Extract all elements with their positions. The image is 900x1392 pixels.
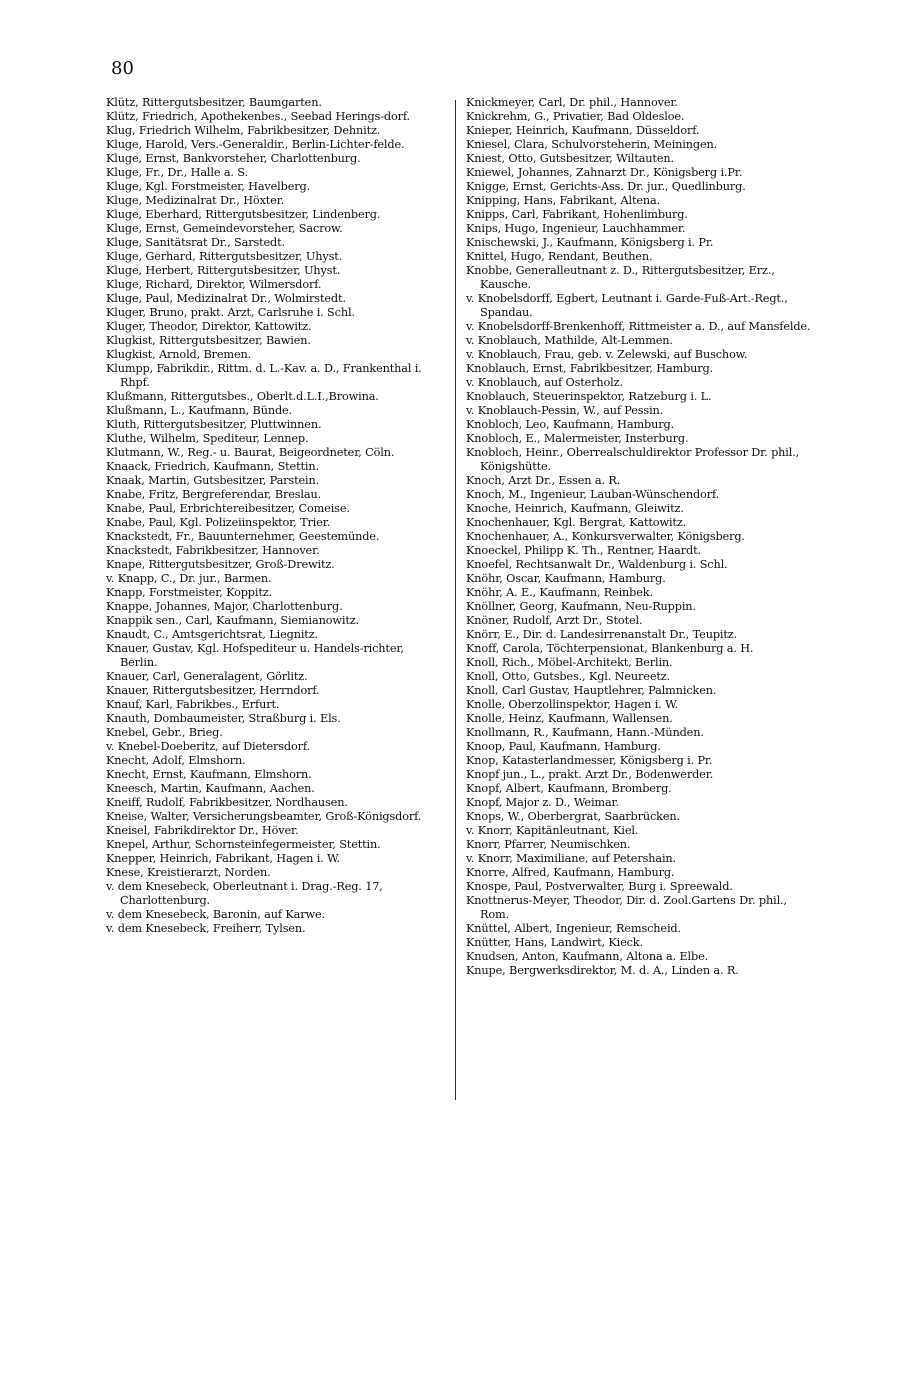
directory-entry: Knabe, Paul, Kgl. Polizeiinspektor, Trier. [106,516,331,529]
left-column [106,96,444,936]
directory-entry: Kniewel, Johannes, Zahnarzt Dr., Königsberg i.Pr. [466,166,743,179]
directory-entry: Knörr, E., Dir. d. Landesirrenanstalt Dr., Teupitz. [466,628,738,641]
directory-entry: Knoll, Otto, Gutsbes., Kgl. Neureetz. [466,670,670,683]
directory-entry: v. Knoblauch, Frau, geb. v. Zelewski, auf Buschow. [466,348,748,361]
directory-entry: v. Knapp, C., Dr. jur., Barmen. [106,572,272,585]
directory-entry: Knopf, Albert, Kaufmann, Bromberg. [466,782,672,795]
directory-entry: Kluge, Paul, Medizinalrat Dr., Wolmirstedt. [106,292,346,305]
directory-entry: v. Knoblauch-Pessin, W., auf Pessin. [466,404,664,417]
directory-entry: Klugkist, Arnold, Bremen. [106,348,252,361]
directory-entry: Knöllner, Georg, Kaufmann, Neu-Ruppin. [466,600,696,613]
directory-entry: Knupe, Bergwerksdirektor, M. d. A., Linden a. R. [466,964,739,977]
directory-entry: Knese, Kreistierarzt, Norden. [106,866,271,879]
directory-entry: Knecht, Adolf, Elmshorn. [106,754,246,767]
directory-entry: Kluge, Fr., Dr., Halle a. S. [106,166,248,179]
directory-entry: Knorre, Alfred, Kaufmann, Hamburg. [466,866,675,879]
directory-entry: Knoll, Rich., Möbel-Architekt, Berlin. [466,656,673,669]
directory-entry: Klumpp, Fabrikdir., Rittm. d. L.-Kav. a. D., Frankenthal i. Rhpf. [106,362,422,389]
directory-entry: v. Knoblauch, Mathilde, Alt-Lemmen. [466,334,673,347]
directory-entry: Knobloch, Heinr., Oberrealschuldirektor Professor Dr. phil., Königshütte. [466,446,800,473]
directory-entry: Kluge, Gerhard, Rittergutsbesitzer, Uhyst. [106,250,343,263]
directory-entry: Knappik sen., Carl, Kaufmann, Siemianowitz. [106,614,359,627]
directory-entry: Kneiff, Rudolf, Fabrikbesitzer, Nordhausen. [106,796,348,809]
directory-entry: Knochenhauer, A., Konkursverwalter, Königsberg. [466,530,745,543]
directory-entry: Klutmann, W., Reg.- u. Baurat, Beigeordneter, Cöln. [106,446,395,459]
directory-entry: v. dem Knesebeck, Baronin, auf Karwe. [106,908,325,921]
directory-entry: Knabe, Fritz, Bergreferendar, Breslau. [106,488,322,501]
directory-entry: Knipps, Carl, Fabrikant, Hohenlimburg. [466,208,688,221]
directory-entry: Knoche, Heinrich, Kaufmann, Gleiwitz. [466,502,684,515]
directory-entry: Knottnerus-Meyer, Theodor, Dir. d. Zool.Gartens Dr. phil., Rom. [466,894,787,921]
directory-entry: Klütz, Rittergutsbesitzer, Baumgarten. [106,96,322,109]
directory-entry: Knecht, Ernst, Kaufmann, Elmshorn. [106,768,312,781]
directory-entry: Kluge, Kgl. Forstmeister, Havelberg. [106,180,311,193]
directory-entry: v. Knobelsdorff, Egbert, Leutnant i. Garde-Fuß-Art.-Regt., Spandau. [466,292,788,319]
directory-entry: Knappe, Johannes, Major, Charlottenburg. [106,600,343,613]
directory-entry: Knorr, Pfarrer, Neumischken. [466,838,631,851]
directory-entry: Knobbe, Generalleutnant z. D., Rittergutsbesitzer, Erz., Kausche. [466,264,775,291]
directory-entry: Knackstedt, Fabrikbesitzer, Hannover. [106,544,320,557]
directory-entry: Knipping, Hans, Fabrikant, Altena. [466,194,661,207]
right-column [466,96,811,978]
directory-entry: Klütz, Friedrich, Apothekenbes., Seebad Herings-dorf. [106,110,410,123]
directory-entry: Knüttel, Albert, Ingenieur, Remscheid. [466,922,681,935]
directory-entry: v. dem Knesebeck, Freiherr, Tylsen. [106,922,306,935]
directory-entry: Knütter, Hans, Landwirt, Kieck. [466,936,643,949]
directory-entry: Knudsen, Anton, Kaufmann, Altona a. Elbe. [466,950,709,963]
directory-entry: Knoch, M., Ingenieur, Lauban-Wünschendorf. [466,488,720,501]
directory-entry: Knopf, Major z. D., Weimar. [466,796,620,809]
directory-entry: Knauer, Rittergutsbesitzer, Herrndorf. [106,684,320,697]
directory-entry: Knolle, Oberzollinspektor, Hagen i. W. [466,698,678,711]
directory-entry: Knospe, Paul, Postverwalter, Burg i. Spreewald. [466,880,733,893]
directory-entry: Knaack, Friedrich, Kaufmann, Stettin. [106,460,319,473]
directory-entry: Kneise, Walter, Versicherungsbeamter, Groß-Königsdorf. [106,810,422,823]
directory-entry: Knepel, Arthur, Schornsteinfegermeister, Stettin. [106,838,381,851]
page-number: 80 [111,58,134,79]
directory-entry: Kluge, Herbert, Rittergutsbesitzer, Uhyst. [106,264,341,277]
directory-entry: Kluge, Medizinalrat Dr., Höxter. [106,194,285,207]
directory-entry: Knischewski, J., Kaufmann, Königsberg i. Pr. [466,236,714,249]
directory-entry: Knepper, Heinrich, Fabrikant, Hagen i. W. [106,852,340,865]
directory-entry: Knopf jun., L., prakt. Arzt Dr., Bodenwerder. [466,768,714,781]
directory-entry: Knapp, Forstmeister, Koppitz. [106,586,272,599]
directory-entry: v. Knobelsdorff-Brenkenhoff, Rittmeister a. D., auf Mansfelde. [466,320,811,333]
directory-entry: Knobloch, Leo, Kaufmann, Hamburg. [466,418,675,431]
directory-entry: Kneisel, Fabrikdirektor Dr., Höver. [106,824,299,837]
directory-entry: Knoblauch, Ernst, Fabrikbesitzer, Hamburg. [466,362,714,375]
directory-entry: Knigge, Ernst, Gerichts-Ass. Dr. jur., Quedlinburg. [466,180,746,193]
directory-entry: Knolle, Heinz, Kaufmann, Wallensen. [466,712,673,725]
directory-entry: Knoop, Paul, Kaufmann, Hamburg. [466,740,661,753]
directory-entry: Knaudt, C., Amtsgerichtsrat, Liegnitz. [106,628,318,641]
directory-entry: Knoch, Arzt Dr., Essen a. R. [466,474,621,487]
directory-entry: v. Knoblauch, auf Osterholz. [466,376,623,389]
directory-entry: Kluthe, Wilhelm, Spediteur, Lennep. [106,432,309,445]
directory-entry: Knape, Rittergutsbesitzer, Groß-Drewitz. [106,558,335,571]
directory-entry: Kluge, Sanitätsrat Dr., Sarstedt. [106,236,285,249]
directory-entry: v. Knebel-Doeberitz, auf Dietersdorf. [106,740,310,753]
directory-entry: Kluge, Richard, Direktor, Wilmersdorf. [106,278,322,291]
directory-entry: Klußmann, L., Kaufmann, Bünde. [106,404,293,417]
directory-entry: Kluge, Harold, Vers.-Generaldir., Berlin-Lichter-felde. [106,138,405,151]
directory-entry: Knobloch, E., Malermeister, Insterburg. [466,432,689,445]
directory-entry: Knauf, Karl, Fabrikbes., Erfurt. [106,698,280,711]
directory-entry: Knickrehm, G., Privatier, Bad Oldesloe. [466,110,685,123]
directory-entry: Knops, W., Oberbergrat, Saarbrücken. [466,810,680,823]
directory-entry: Kneesch, Martin, Kaufmann, Aachen. [106,782,315,795]
directory-entry: Knoefel, Rechtsanwalt Dr., Waldenburg i. Schl. [466,558,728,571]
directory-entry: Knips, Hugo, Ingenieur, Lauchhammer. [466,222,686,235]
directory-entry: Kluger, Theodor, Direktor, Kattowitz. [106,320,312,333]
directory-entry: Knochenhauer, Kgl. Bergrat, Kattowitz. [466,516,687,529]
directory-entry: Knoll, Carl Gustav, Hauptlehrer, Palmnicken. [466,684,717,697]
directory-entry: Knoff, Carola, Töchterpensionat, Blankenburg a. H. [466,642,754,655]
column-divider [455,100,456,1100]
directory-entry: Knauth, Dombaumeister, Straßburg i. Els. [106,712,341,725]
directory-entry: Knollmann, R., Kaufmann, Hann.-Münden. [466,726,704,739]
directory-entry: Knöner, Rudolf, Arzt Dr., Stotel. [466,614,643,627]
directory-entry: Kluger, Bruno, prakt. Arzt, Carlsruhe i. Schl. [106,306,355,319]
directory-entry: Knebel, Gebr., Brieg. [106,726,223,739]
directory-entry: Knieper, Heinrich, Kaufmann, Düsseldorf. [466,124,700,137]
directory-entry: Kluge, Ernst, Bankvorsteher, Charlottenburg. [106,152,361,165]
directory-entry: Klug, Friedrich Wilhelm, Fabrikbesitzer, Dehnitz. [106,124,381,137]
directory-entry: v. Knorr, Maximiliane, auf Petershain. [466,852,676,865]
directory-entry: Knöhr, A. E., Kaufmann, Reinbek. [466,586,653,599]
directory-entry: Knackstedt, Fr., Bauunternehmer, Geestemünde. [106,530,380,543]
directory-entry: Knauer, Gustav, Kgl. Hofspediteur u. Handels-richter, Berlin. [106,642,404,669]
directory-entry: Knauer, Carl, Generalagent, Görlitz. [106,670,308,683]
directory-entry: Knabe, Paul, Erbrichtereibesitzer, Comeise. [106,502,350,515]
directory-entry: v. dem Knesebeck, Oberleutnant i. Drag.-Reg. 17, Charlottenburg. [106,880,383,907]
directory-entry: Klugkist, Rittergutsbesitzer, Bawien. [106,334,311,347]
directory-entry: Knoeckel, Philipp K. Th., Rentner, Haardt. [466,544,701,557]
directory-entry: Knickmeyer, Carl, Dr. phil., Hannover. [466,96,678,109]
directory-entry: Kniesel, Clara, Schulvorsteherin, Meiningen. [466,138,718,151]
directory-entry: Knoblauch, Steuerinspektor, Ratzeburg i. L. [466,390,712,403]
directory-entry: Klußmann, Rittergutsbes., Oberlt.d.L.I.,Browina. [106,390,379,403]
directory-entry: Knöhr, Oscar, Kaufmann, Hamburg. [466,572,666,585]
directory-entry: Knop, Katasterlandmesser, Königsberg i. Pr. [466,754,713,767]
directory-entry: Kluge, Ernst, Gemeindevorsteher, Sacrow. [106,222,343,235]
directory-entry: Knaak, Martin, Gutsbesitzer, Parstein. [106,474,320,487]
directory-entry: Kluge, Eberhard, Rittergutsbesitzer, Lindenberg. [106,208,381,221]
directory-entry: Knittel, Hugo, Rendant, Beuthen. [466,250,653,263]
directory-entry: Kluth, Rittergutsbesitzer, Pluttwinnen. [106,418,322,431]
directory-entry: Kniest, Otto, Gutsbesitzer, Wiltauten. [466,152,674,165]
directory-entry: v. Knorr, Kapitänleutnant, Kiel. [466,824,639,837]
